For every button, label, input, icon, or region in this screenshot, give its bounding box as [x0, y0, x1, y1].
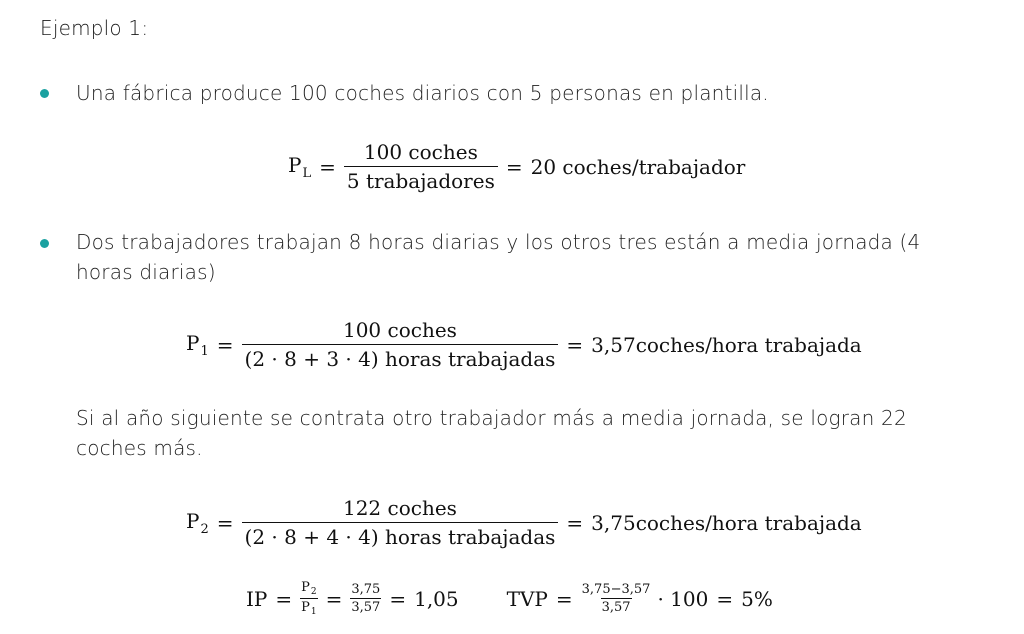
eq3-numerator: 122 coches: [342, 496, 457, 520]
ip-result: 1,05: [414, 586, 459, 611]
equation-productivity-year1: [186, 318, 862, 371]
eq1-fraction: [344, 140, 498, 193]
ip-equals: =: [275, 586, 293, 611]
equation-labor-productivity: [288, 140, 745, 193]
example-heading: Ejemplo 1:: [40, 16, 149, 40]
tvp-numerator: 3,75−3,57: [581, 582, 651, 597]
eq1-equals: =: [319, 154, 336, 179]
eq3-equals: =: [216, 510, 234, 535]
ip-equals-2: =: [325, 586, 343, 611]
eq1-numerator: 100 coches: [363, 140, 478, 164]
eq3-denominator: (2 · 8 + 4 · 4) horas trabajadas: [242, 522, 559, 549]
paragraph-working-hours: Dos trabajadores trabajan 8 horas diarias y los otros tres están a media jornada (4 horas diarias): [76, 230, 921, 284]
eq3-symbol: $P_2$: [186, 508, 209, 537]
eq2-equals: =: [216, 332, 234, 357]
ip-value-denominator: 3,57: [351, 600, 381, 615]
bullet-point: [40, 239, 49, 248]
ip-label: IP: [246, 586, 268, 611]
tvp-label: TVP: [506, 586, 548, 611]
tvp-result: 5%: [741, 586, 773, 611]
eq1-symbol: $P_L$: [288, 152, 312, 181]
eq1-result: 20 coches/trabajador: [530, 154, 746, 179]
eq3-equals-2: =: [566, 510, 584, 535]
eq2-symbol: $P_1$: [186, 330, 209, 359]
tvp-fraction: [581, 582, 652, 615]
equation-productivity-index: [246, 580, 773, 617]
ip-ratio-fraction: [300, 580, 317, 617]
eq2-result: 3,57coches/hora trabajada: [591, 332, 862, 357]
ip-value-fraction: [350, 582, 381, 615]
bullet-point: [40, 89, 49, 98]
tvp-denominator: 3,57: [601, 600, 631, 615]
eq1-equals-2: =: [505, 154, 523, 179]
ip-ratio-denominator: $P_1$: [301, 600, 317, 617]
eq2-equals-2: =: [566, 332, 584, 357]
tvp-equals: =: [555, 586, 573, 611]
tvp-multiplier: · 100: [657, 586, 709, 611]
eq2-denominator: (2 · 8 + 3 · 4) horas trabajadas: [242, 344, 559, 371]
eq2-fraction: [242, 318, 559, 371]
eq1-denominator: 5 trabajadores: [344, 166, 498, 193]
eq3-fraction: [242, 496, 559, 549]
paragraph-factory-production: Una fábrica produce 100 coches diarios con 5 personas en plantilla.: [76, 81, 769, 105]
ip-ratio-numerator: $P_2$: [301, 580, 317, 597]
ip-equals-3: =: [389, 586, 407, 611]
eq3-result: 3,75coches/hora trabajada: [591, 510, 862, 535]
ip-value-numerator: 3,75: [351, 582, 381, 597]
eq2-numerator: 100 coches: [342, 318, 457, 342]
tvp-equals-2: =: [716, 586, 734, 611]
equation-productivity-year2: [186, 496, 862, 549]
paragraph-new-worker: Si al año siguiente se contrata otro trabajador más a media jornada, se logran 22 coches más.: [76, 406, 907, 460]
